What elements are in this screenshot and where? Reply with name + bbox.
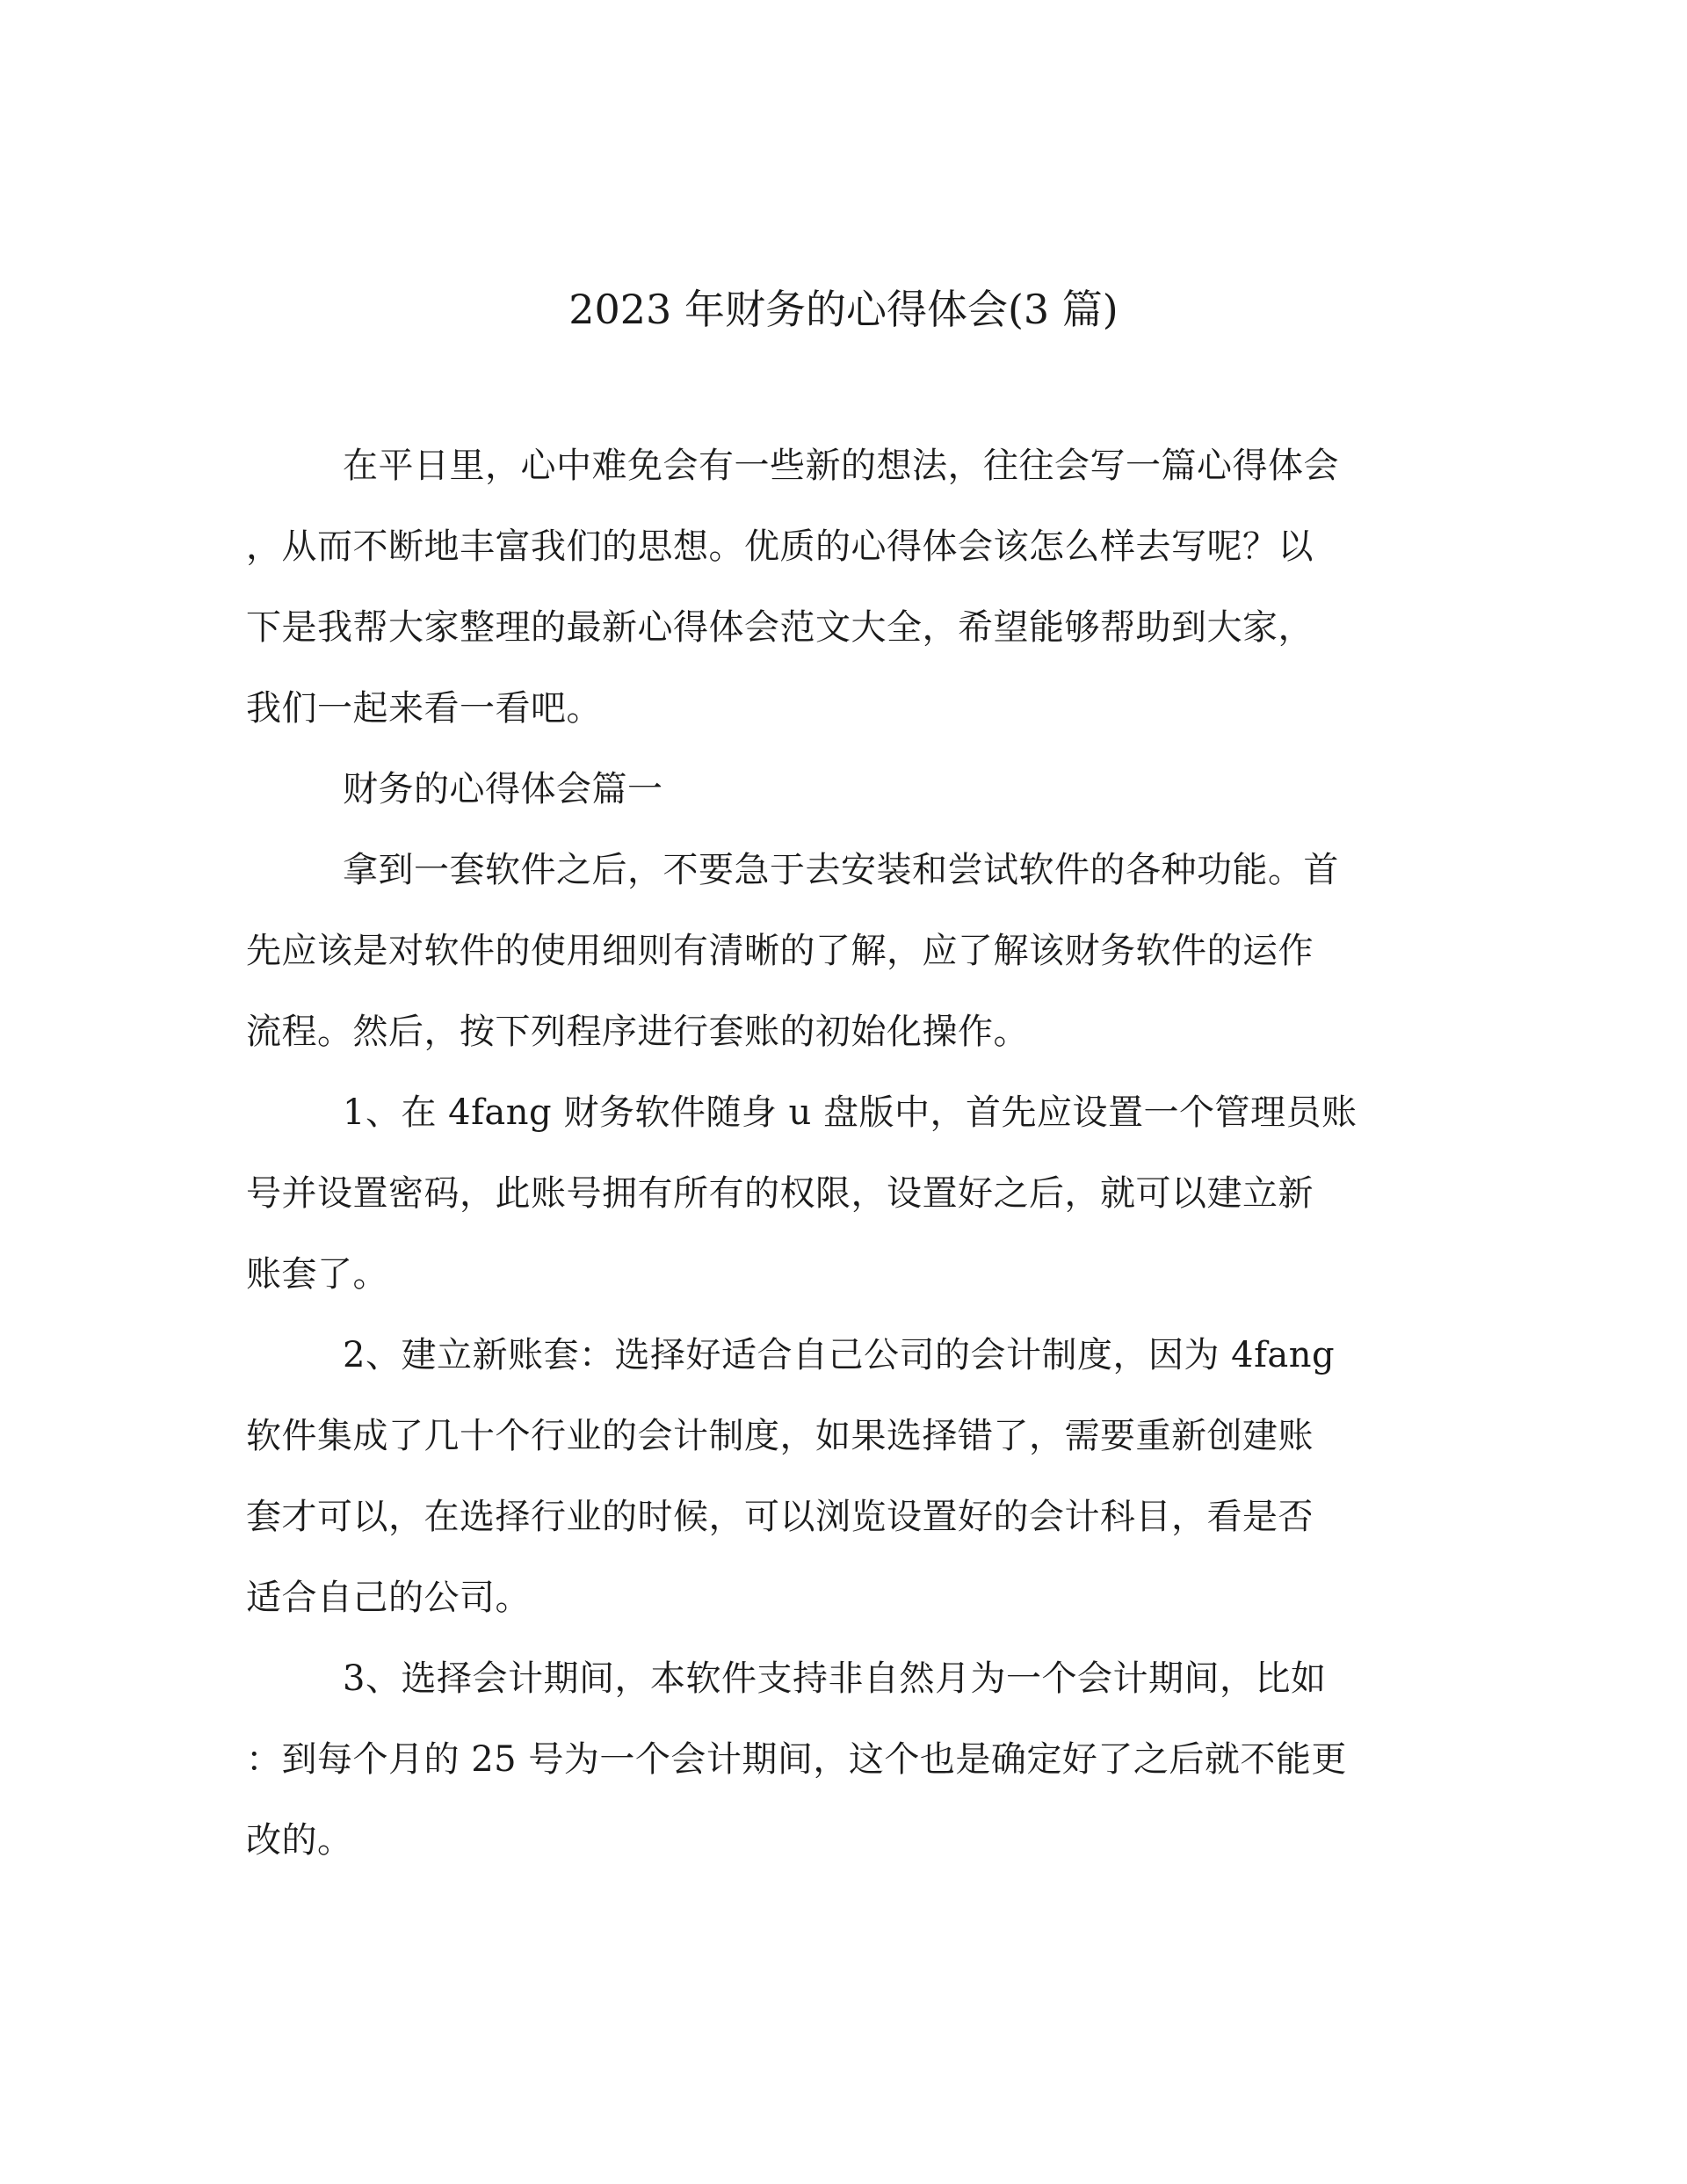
document-title: 2023 年财务的心得体会(3 篇)	[568, 286, 1119, 333]
paragraph-line: 2、建立新账套：选择好适合自己公司的会计制度，因为 4fang	[343, 1335, 1336, 1375]
paragraph-line: 1、在 4fang 财务软件随身 u 盘版中，首先应设置一个管理员账	[343, 1092, 1358, 1133]
paragraph-line: 套才可以，在选择行业的时候，可以浏览设置好的会计科目，看是否	[246, 1497, 1314, 1537]
paragraph-line: ，从而不断地丰富我们的思想。优质的心得体会该怎么样去写呢？以	[246, 526, 1314, 567]
paragraph-line: 先应该是对软件的使用细则有清晰的了解，应了解该财务软件的运作	[246, 931, 1314, 971]
paragraph-line: 适合自己的公司。	[246, 1578, 531, 1618]
paragraph-line: 账套了。	[246, 1254, 388, 1295]
paragraph-line: 3、选择会计期间，本软件支持非自然月为一个会计期间，比如	[343, 1658, 1327, 1699]
paragraph-line: 改的。	[246, 1820, 353, 1861]
paragraph-line: 流程。然后，按下列程序进行套账的初始化操作。	[246, 1012, 1029, 1052]
paragraph-line: 我们一起来看一看吧。	[246, 688, 602, 729]
paragraph-line: 软件集成了几十个行业的会计制度，如果选择错了，需要重新创建账	[246, 1416, 1314, 1456]
paragraph-line: 下是我帮大家整理的最新心得体会范文大全，希望能够帮助到大家，	[246, 607, 1314, 648]
paragraph-line: ：到每个月的 25 号为一个会计期间，这个也是确定好了之后就不能更	[246, 1739, 1347, 1780]
paragraph-line: 号并设置密码，此账号拥有所有的权限，设置好之后，就可以建立新	[246, 1173, 1314, 1214]
paragraph-line: 拿到一套软件之后，不要急于去安装和尝试软件的各种功能。首	[343, 850, 1339, 890]
section-heading: 财务的心得体会篇一	[343, 769, 663, 809]
paragraph-line: 在平日里，心中难免会有一些新的想法，往往会写一篇心得体会	[343, 446, 1339, 486]
